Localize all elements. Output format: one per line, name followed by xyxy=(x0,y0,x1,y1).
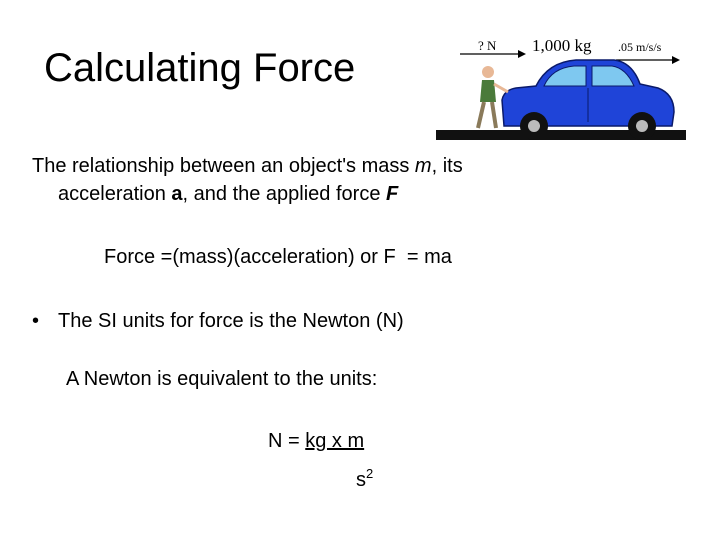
unit-exponent: 2 xyxy=(366,466,374,481)
unit-numerator: kg x m xyxy=(305,430,365,452)
bullet-item xyxy=(32,307,404,335)
newton-description: A Newton is equivalent to the units: xyxy=(66,368,378,390)
acceleration-arrowhead xyxy=(672,56,680,64)
mass-label: 1,000 kg xyxy=(532,36,592,55)
force-label: ? N xyxy=(478,38,497,53)
unit-lhs: N = xyxy=(268,430,306,452)
bullet-dot: • xyxy=(32,310,40,332)
car-rear-hubcap xyxy=(528,120,540,132)
acceleration-symbol: a xyxy=(171,183,183,205)
intro-text-3: acceleration xyxy=(58,183,172,205)
car-push-illustration xyxy=(436,22,686,148)
person-arm xyxy=(494,84,508,92)
unit-denominator-base: s xyxy=(356,469,366,491)
force-symbol: F xyxy=(386,183,399,205)
intro-text-4: , and the applied force xyxy=(182,183,387,205)
car-front-hubcap xyxy=(636,120,648,132)
intro-line-2 xyxy=(32,180,592,208)
force-arrowhead xyxy=(518,50,526,58)
unit-denominator xyxy=(356,460,373,494)
intro-paragraph xyxy=(32,152,592,208)
person-leg-back xyxy=(478,102,484,128)
bullet-text: The SI units for force is the Newton (N) xyxy=(58,310,404,332)
person-head xyxy=(482,66,494,78)
intro-line-1 xyxy=(32,152,592,180)
intro-text-1: The relationship between an object's mass xyxy=(32,155,415,177)
person-torso xyxy=(480,80,496,102)
newton-unit-numerator-line xyxy=(268,427,364,455)
mass-symbol: m xyxy=(414,155,432,177)
intro-text-2: , its xyxy=(431,155,463,177)
page-title: Calculating Force xyxy=(44,46,356,90)
force-equation: Force =(mass)(acceleration) or F = ma xyxy=(104,246,452,268)
acceleration-label: .05 m/s/s xyxy=(618,40,662,54)
person-leg-front xyxy=(492,102,496,128)
